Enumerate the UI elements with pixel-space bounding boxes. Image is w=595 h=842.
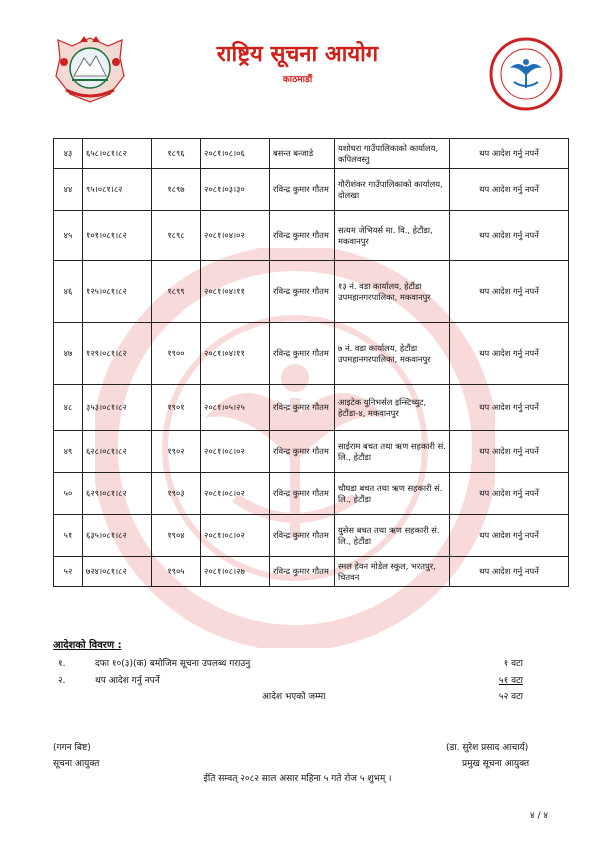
registration-number-cell: ६२९।०८१।८२ xyxy=(83,473,152,515)
applicant-name-cell: रविन्द्र कुमार गौतम xyxy=(270,261,335,323)
serial-number-cell: ५२ xyxy=(54,557,83,587)
signatory-right-role: प्रमुख सूचना आयुक्त xyxy=(462,759,530,769)
registration-number-cell: ६३५।०८१।८२ xyxy=(83,515,152,557)
summary-total-count: ५२ वटा xyxy=(498,692,523,702)
decision-number-cell: १९०५ xyxy=(152,557,201,587)
registration-number-cell: ३५३।०८१।८२ xyxy=(83,385,152,431)
page-subtitle: काठमाडौं xyxy=(282,75,313,85)
summary-item xyxy=(53,656,523,670)
orders-table xyxy=(53,138,569,587)
applicant-name-cell: रविन्द्र कुमार गौतम xyxy=(270,431,335,473)
serial-number-cell: ४५ xyxy=(54,211,83,261)
decision-number-cell: १९०४ xyxy=(152,515,201,557)
signatory-right-name: (डा. सुरेश प्रसाद आचार्य) xyxy=(446,743,529,753)
decision-cell: थप आदेश गर्नु नपर्ने xyxy=(450,139,569,169)
decision-cell: थप आदेश गर्नु नपर्ने xyxy=(450,211,569,261)
table-row xyxy=(54,323,569,385)
signatory-left-name: (गगन बिष्ट) xyxy=(53,743,91,753)
page-number: ४ / ४ xyxy=(530,811,549,821)
registration-number-cell: ९५।०८१।८२ xyxy=(83,169,152,211)
public-body-cell: यशोधरा गाउँपालिकाको कार्यालय, कपिलवस्तु xyxy=(335,139,450,169)
serial-number-cell: ४४ xyxy=(54,169,83,211)
public-body-cell: चौघडा बचत तथा ऋण सहकारी सं. लि., हेटौंडा xyxy=(335,473,450,515)
date-cell: २०८१।०५।२५ xyxy=(201,385,270,431)
table-row xyxy=(54,261,569,323)
date-cell: २०८१।०४।११ xyxy=(201,261,270,323)
decision-cell: थप आदेश गर्नु नपर्ने xyxy=(450,431,569,473)
summary-heading: आदेशको विवरण : xyxy=(53,640,122,651)
public-body-cell: ७ नं. वडा कार्यालय, हेटौंडा उपमहानगरपालिका, मकवानपुर xyxy=(335,323,450,385)
public-body-cell: सत्यम जेभियर्स मा. वि., हेटौंडा, मकवानपुर xyxy=(335,211,450,261)
summary-total-label: आदेश भएको जम्मा xyxy=(262,692,326,702)
summary-total xyxy=(53,689,523,703)
public-body-cell: स्मल हेवन मोडेल स्कूल, भरतपुर, चितवन xyxy=(335,557,450,587)
public-body-cell: १३ नं. वडा कार्यालय, हेटौंडा उपमहानगरपालिका, मकवानपुर xyxy=(335,261,450,323)
decision-number-cell: १९०० xyxy=(152,323,201,385)
table-row xyxy=(54,139,569,169)
table-row xyxy=(54,385,569,431)
decision-number-cell: १८९६ xyxy=(152,139,201,169)
applicant-name-cell: रविन्द्र कुमार गौतम xyxy=(270,169,335,211)
date-cell: २०८१।०८।२७ xyxy=(201,557,270,587)
date-cell: २०८१।०४।०२ xyxy=(201,211,270,261)
summary-item-text: दफा १०(३)(क) बमोजिम सूचना उपलब्ध गराउनु xyxy=(95,659,251,669)
summary-item xyxy=(53,673,523,687)
summary-item-count: ५१ वटा xyxy=(498,676,523,686)
serial-number-cell: ४९ xyxy=(54,431,83,473)
decision-cell: थप आदेश गर्नु नपर्ने xyxy=(450,473,569,515)
page-title: राष्ट्रिय सूचना आयोग xyxy=(216,42,379,67)
date-cell: २०८१।०८।०६ xyxy=(201,139,270,169)
decision-cell: थप आदेश गर्नु नपर्ने xyxy=(450,515,569,557)
applicant-name-cell: रविन्द्र कुमार गौतम xyxy=(270,473,335,515)
summary-item-count: १ वटा xyxy=(503,659,523,669)
serial-number-cell: ४८ xyxy=(54,385,83,431)
registration-number-cell: ६५८।०८१।८२ xyxy=(83,139,152,169)
table-row xyxy=(54,169,569,211)
date-cell: २०८१।०८।०२ xyxy=(201,515,270,557)
date-cell: २०८१।०८।०२ xyxy=(201,431,270,473)
serial-number-cell: ५१ xyxy=(54,515,83,557)
applicant-name-cell: रविन्द्र कुमार गौतम xyxy=(270,385,335,431)
applicant-name-cell: रविन्द्र कुमार गौतम xyxy=(270,211,335,261)
date-cell: २०८१।०४।११ xyxy=(201,323,270,385)
applicant-name-cell: रविन्द्र कुमार गौतम xyxy=(270,515,335,557)
orders-table-body xyxy=(54,139,569,587)
decision-cell: थप आदेश गर्नु नपर्ने xyxy=(450,323,569,385)
summary-item-text: थप आदेश गर्नु नपर्ने xyxy=(95,676,160,686)
table-row xyxy=(54,515,569,557)
public-body-cell: साईराम बचत तथा ऋण सहकारी सं. लि., हेटौंडा xyxy=(335,431,450,473)
applicant-name-cell: रविन्द्र कुमार गौतम xyxy=(270,557,335,587)
registration-number-cell: १०१।०८१।८२ xyxy=(83,211,152,261)
public-body-cell: गौरीशंकर गाउँपालिकाको कार्यालय, दोलखा xyxy=(335,169,450,211)
decision-number-cell: १९०३ xyxy=(152,473,201,515)
registration-number-cell: १२९।०८१।८२ xyxy=(83,323,152,385)
public-body-cell: आइटेक युनिभर्सल इन्स्टिच्युट, हेटौंडा-४, मकवानपुर xyxy=(335,385,450,431)
public-body-cell: युसेस बचत तथा ऋण सहकारी सं. लि., हेटौंडा xyxy=(335,515,450,557)
commission-seal-logo xyxy=(488,36,564,112)
decision-cell: थप आदेश गर्नु नपर्ने xyxy=(450,261,569,323)
serial-number-cell: ५० xyxy=(54,473,83,515)
registration-number-cell: १२५।०८१।८२ xyxy=(83,261,152,323)
applicant-name-cell: बसन्त बन्जाडे xyxy=(270,139,335,169)
registration-number-cell: ७२४।०८१।८२ xyxy=(83,557,152,587)
table-row xyxy=(54,557,569,587)
decision-number-cell: १८९८ xyxy=(152,211,201,261)
table-row xyxy=(54,211,569,261)
decision-cell: थप आदेश गर्नु नपर्ने xyxy=(450,557,569,587)
serial-number-cell: ४६ xyxy=(54,261,83,323)
applicant-name-cell: रविन्द्र कुमार गौतम xyxy=(270,323,335,385)
table-row xyxy=(54,473,569,515)
decision-cell: थप आदेश गर्नु नपर्ने xyxy=(450,385,569,431)
registration-number-cell: ६२८।०८१।८२ xyxy=(83,431,152,473)
decision-number-cell: १८९९ xyxy=(152,261,201,323)
decision-number-cell: १९०१ xyxy=(152,385,201,431)
date-cell: २०८१।०३।३० xyxy=(201,169,270,211)
summary-item-number: २. xyxy=(58,676,66,686)
table-row xyxy=(54,431,569,473)
decision-number-cell: १८९७ xyxy=(152,169,201,211)
decision-cell: थप आदेश गर्नु नपर्ने xyxy=(450,169,569,211)
date-cell: २०८१।०८।०२ xyxy=(201,473,270,515)
order-date-line: ईति सम्वत् २०८२ साल असार महिना ५ गते रोज ५ शुभम् । xyxy=(203,774,392,784)
summary-item-number: १. xyxy=(58,659,66,669)
signatory-left-role: सूचना आयुक्त xyxy=(53,759,100,769)
serial-number-cell: ४७ xyxy=(54,323,83,385)
serial-number-cell: ४३ xyxy=(54,139,83,169)
decision-number-cell: १९०२ xyxy=(152,431,201,473)
